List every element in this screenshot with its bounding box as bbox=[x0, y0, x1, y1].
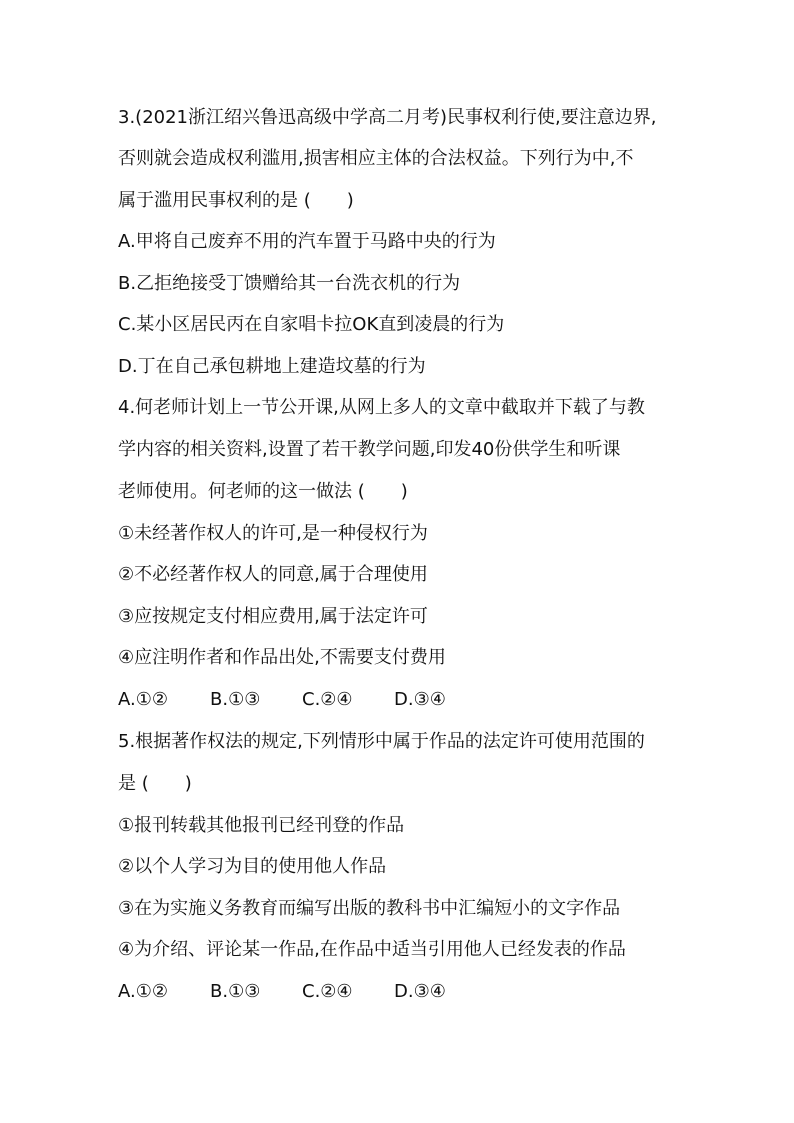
q4-statement-3: ③应按规定支付相应费用,属于法定许可 bbox=[118, 606, 428, 627]
q3-stem-line-3: 属于滥用民事权利的是 ( ) bbox=[118, 190, 354, 211]
q3-stem-line-2: 否则就会造成权利滥用,损害相应主体的合法权益。下列行为中,不 bbox=[118, 148, 634, 169]
q5-statement-3: ③在为实施义务教育而编写出版的教科书中汇编短小的文字作品 bbox=[118, 898, 621, 919]
q5-statement-2: ②以个人学习为目的使用他人作品 bbox=[118, 856, 387, 877]
q5-statement-4: ④为介绍、评论某一作品,在作品中适当引用他人已经发表的作品 bbox=[118, 939, 626, 960]
q3-option-b: B.乙拒绝接受丁馈赠给其一台洗衣机的行为 bbox=[118, 273, 461, 294]
q4-choices bbox=[118, 688, 446, 712]
q5-choice-a: A.①② bbox=[118, 981, 168, 1002]
q4-stem-line-3: 老师使用。何老师的这一做法 ( ) bbox=[118, 481, 408, 502]
q5-choice-c: C.②④ bbox=[302, 981, 353, 1002]
q4-stem-line-2: 学内容的相关资料,设置了若干教学问题,印发40份供学生和听课 bbox=[118, 439, 621, 460]
q5-stem-line-1: 5.根据著作权法的规定,下列情形中属于作品的法定许可使用范围的 bbox=[118, 731, 645, 752]
q4-statement-4: ④应注明作者和作品出处,不需要支付费用 bbox=[118, 647, 446, 668]
q3-option-c: C.某小区居民丙在自家唱卡拉OK直到凌晨的行为 bbox=[118, 314, 505, 335]
q4-statement-1: ①未经著作权人的许可,是一种侵权行为 bbox=[118, 523, 428, 544]
q5-choice-d: D.③④ bbox=[394, 981, 446, 1002]
q4-choice-c: C.②④ bbox=[302, 689, 353, 710]
q5-choices bbox=[118, 980, 446, 1004]
q3-stem-line-1: 3.(2021浙江绍兴鲁迅高级中学高二月考)民事权利行使,要注意边界, bbox=[118, 107, 657, 128]
q4-statement-2: ②不必经著作权人的同意,属于合理使用 bbox=[118, 564, 428, 585]
q4-choice-a: A.①② bbox=[118, 689, 168, 710]
q3-option-a: A.甲将自己废弃不用的汽车置于马路中央的行为 bbox=[118, 231, 496, 252]
q4-choice-d: D.③④ bbox=[394, 689, 446, 710]
q5-stem-line-2: 是 ( ) bbox=[118, 773, 192, 794]
q4-choice-b: B.①③ bbox=[210, 689, 261, 710]
q3-option-d: D.丁在自己承包耕地上建造坟墓的行为 bbox=[118, 356, 426, 377]
q5-choice-b: B.①③ bbox=[210, 981, 261, 1002]
q4-stem-line-1: 4.何老师计划上一节公开课,从网上多人的文章中截取并下载了与教 bbox=[118, 397, 645, 418]
q5-statement-1: ①报刊转载其他报刊已经刊登的作品 bbox=[118, 815, 405, 836]
